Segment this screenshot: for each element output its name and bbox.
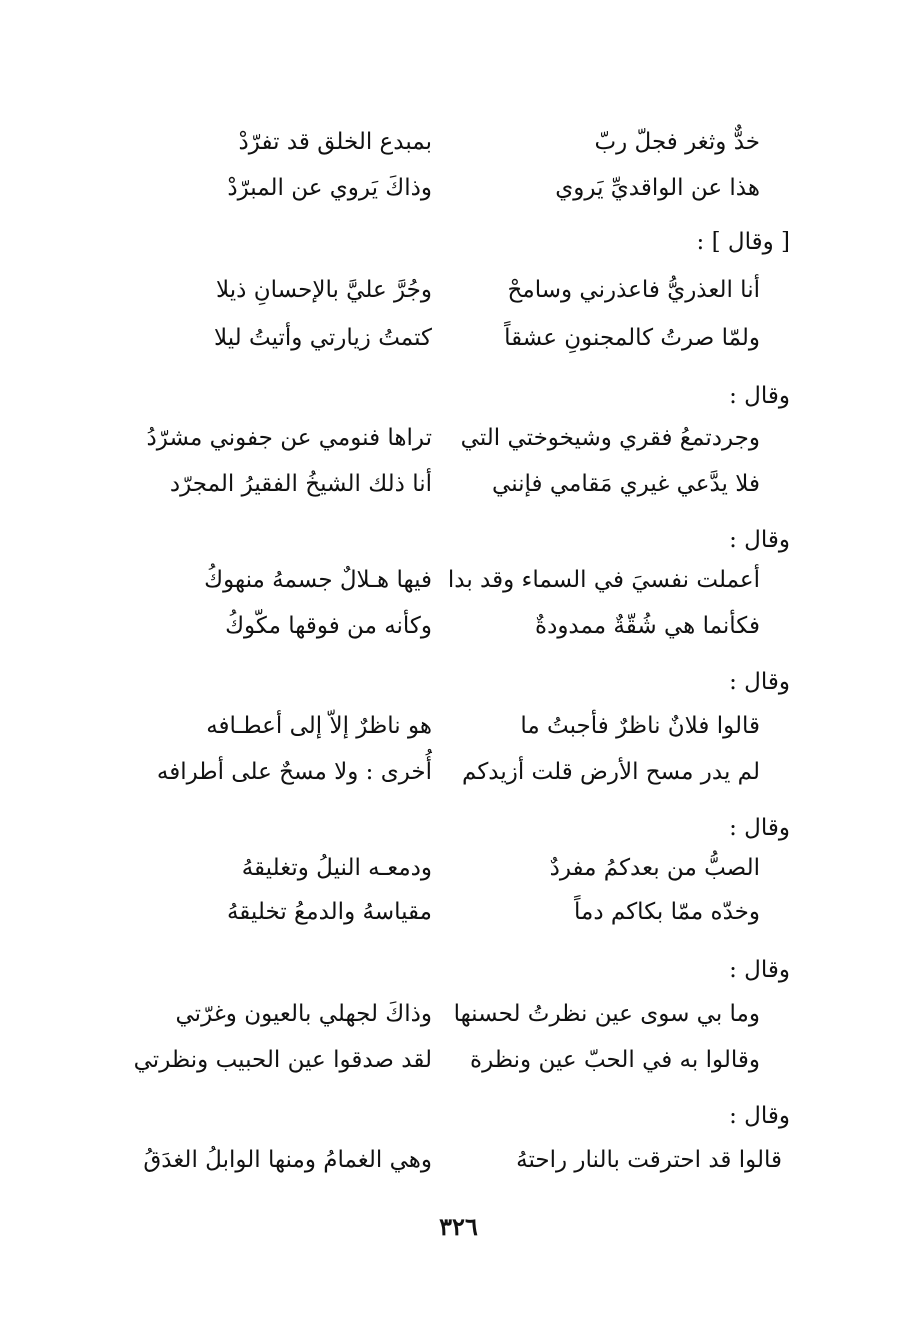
verse-second-hemistich: وكأنه من فوقها مكّوكُ [225, 613, 432, 639]
page-number: ٣٢٦ [439, 1212, 478, 1241]
verse-first-hemistich: الصبُّ من بعدكمُ مفردٌ [549, 855, 760, 881]
section-label: وقال : [729, 815, 790, 841]
section-label: وقال : [729, 383, 790, 409]
verse-first-hemistich: هذا عن الواقديِّ يَروي [555, 175, 760, 201]
verse-first-hemistich: وجردتمعُ فقري وشيخوختي التي [460, 425, 760, 451]
verse-second-hemistich: وهي الغمامُ ومنها الوابلُ الغدَقُ [143, 1147, 432, 1173]
verse-second-hemistich: وذاكَ لجهلي بالعيون وغرّتي [175, 1001, 432, 1027]
verse-first-hemistich: قالوا فلانٌ ناظرٌ فأجبتُ ما [520, 713, 760, 739]
section-label: وقال : [729, 669, 790, 695]
verse-second-hemistich: بمبدع الخلق قد تفرّدْ [238, 129, 432, 155]
verse-first-hemistich: فلا يدَّعي غيري مَقامي فإنني [492, 471, 760, 497]
section-label: وقال : [729, 957, 790, 983]
verse-second-hemistich: مقياسهُ والدمعُ تخليقهُ [226, 899, 432, 925]
verse-second-hemistich: أُخرى : ولا مسحٌ على أطرافه [156, 759, 432, 785]
section-label: [ وقال ] : [696, 229, 790, 255]
verse-second-hemistich: أنا ذلك الشيخُ الفقيرُ المجرّد [169, 471, 432, 497]
verse-second-hemistich: لقد صدقوا عين الحبيب ونظرتي [133, 1047, 432, 1073]
verse-first-hemistich: وما بي سوى عين نظرتُ لحسنها [453, 1001, 760, 1027]
verse-second-hemistich: هو ناظرٌ إلاّ إلى أعطـافه [206, 713, 432, 739]
verse-second-hemistich: وجُرَّ عليَّ بالإحسانِ ذيلا [216, 277, 432, 303]
verse-first-hemistich: ولمّا صرتُ كالمجنونِ عشقاً [504, 325, 760, 351]
verse-first-hemistich: وخدّه ممّا بكاكم دماً [574, 899, 760, 925]
verse-first-hemistich: لم يدر مسح الأرض قلت أزيدكم [462, 759, 760, 785]
verse-second-hemistich: كتمتُ زيارتي وأتيتُ ليلا [214, 325, 432, 351]
verse-second-hemistich: فيها هـلالٌ جسمهُ منهوكُ [204, 567, 432, 593]
section-label: وقال : [729, 527, 790, 553]
verse-first-hemistich: خدٌّ وثغر فجلّ ربّ [594, 129, 760, 155]
verse-first-hemistich: أنا العذريُّ فاعذرني وسامحْ [507, 277, 760, 303]
verse-first-hemistich: قالوا قد احترقت بالنار راحتهُ [516, 1147, 782, 1173]
verse-second-hemistich: وذاكَ يَروي عن المبرّدْ [227, 175, 432, 201]
section-label: وقال : [729, 1103, 790, 1129]
verse-first-hemistich: وقالوا به في الحبّ عين ونظرة [470, 1047, 760, 1073]
verse-second-hemistich: ودمعـه النيلُ وتغليقهُ [241, 855, 432, 881]
verse-first-hemistich: فكأنما هي شُقّةٌ ممدودةٌ [535, 613, 760, 639]
verse-first-hemistich: أعملت نفسيَ في السماء وقد بدا [447, 567, 760, 593]
verse-second-hemistich: تراها فنومي عن جفوني مشرّدُ [146, 425, 432, 451]
